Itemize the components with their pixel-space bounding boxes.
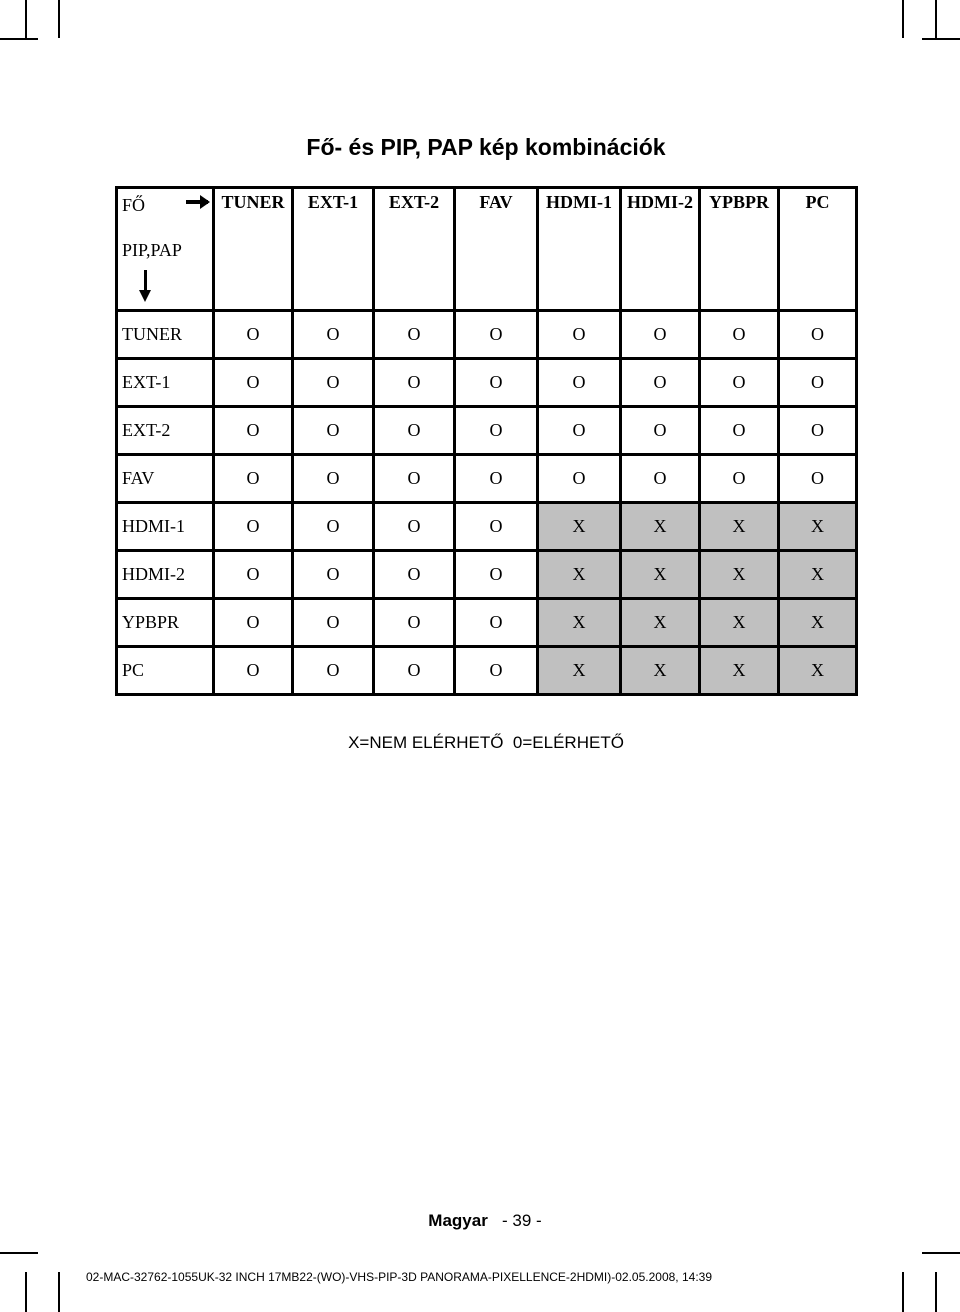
- table-cell: O: [214, 407, 293, 455]
- row-label: HDMI-1: [117, 503, 214, 551]
- crop-mark: [25, 0, 27, 38]
- corner-cell: [117, 188, 214, 311]
- table-cell: O: [621, 359, 700, 407]
- crop-mark: [0, 38, 38, 40]
- table-cell: X: [779, 551, 857, 599]
- table-cell: X: [779, 503, 857, 551]
- table-cell: O: [374, 407, 455, 455]
- table-cell: O: [621, 311, 700, 359]
- column-header: FAV: [455, 188, 538, 311]
- table-row: [117, 455, 857, 503]
- page-number-line: [0, 1211, 960, 1231]
- table-cell: O: [214, 599, 293, 647]
- table-cell: O: [293, 599, 374, 647]
- table-cell: O: [455, 359, 538, 407]
- row-label: HDMI-2: [117, 551, 214, 599]
- crop-mark: [902, 1272, 904, 1312]
- main-label: FŐ: [122, 195, 146, 215]
- table-cell: O: [700, 407, 779, 455]
- table-cell: O: [455, 551, 538, 599]
- table-cell: X: [621, 647, 700, 695]
- table-cell: O: [214, 647, 293, 695]
- crop-mark: [0, 1252, 38, 1254]
- table-row: [117, 599, 857, 647]
- table-cell: X: [538, 647, 621, 695]
- table-cell: O: [214, 359, 293, 407]
- legend: X=NEM ELÉRHETŐ 0=ELÉRHETŐ: [348, 733, 624, 752]
- table-cell: X: [621, 551, 700, 599]
- language-label: Magyar: [428, 1211, 488, 1230]
- row-label: YPBPR: [117, 599, 214, 647]
- table-cell: O: [779, 455, 857, 503]
- table-cell: O: [779, 407, 857, 455]
- column-header: TUNER: [214, 188, 293, 311]
- table-cell: X: [538, 551, 621, 599]
- column-header: EXT-2: [374, 188, 455, 311]
- table-cell: O: [293, 407, 374, 455]
- column-header: PC: [779, 188, 857, 311]
- table-cell: X: [700, 647, 779, 695]
- table-cell: O: [621, 455, 700, 503]
- table-cell: O: [374, 599, 455, 647]
- table-cell: O: [293, 359, 374, 407]
- table-cell: O: [700, 311, 779, 359]
- table-body: [117, 311, 857, 695]
- table-cell: O: [214, 551, 293, 599]
- table-cell: O: [374, 455, 455, 503]
- table-cell: O: [293, 647, 374, 695]
- table-cell: O: [374, 311, 455, 359]
- table-cell: X: [621, 503, 700, 551]
- table-cell: O: [374, 503, 455, 551]
- column-header: HDMI-1: [538, 188, 621, 311]
- table-row: [117, 503, 857, 551]
- arrow-right-icon: [186, 200, 208, 204]
- table-cell: O: [214, 503, 293, 551]
- table-cell: O: [455, 599, 538, 647]
- table-cell: O: [374, 551, 455, 599]
- table-cell: O: [455, 407, 538, 455]
- column-header: EXT-1: [293, 188, 374, 311]
- row-label: PC: [117, 647, 214, 695]
- table-cell: X: [779, 599, 857, 647]
- table-cell: O: [621, 407, 700, 455]
- table-cell: X: [700, 551, 779, 599]
- table-cell: O: [455, 455, 538, 503]
- table-cell: O: [538, 359, 621, 407]
- crop-mark: [58, 0, 60, 38]
- table-cell: X: [779, 647, 857, 695]
- table-cell: O: [700, 359, 779, 407]
- table-cell: O: [293, 455, 374, 503]
- table-cell: O: [779, 359, 857, 407]
- table-cell: O: [455, 311, 538, 359]
- table-cell: O: [293, 503, 374, 551]
- column-header: HDMI-2: [621, 188, 700, 311]
- table-cell: X: [538, 599, 621, 647]
- row-label: FAV: [117, 455, 214, 503]
- row-label: EXT-2: [117, 407, 214, 455]
- crop-mark: [58, 1272, 60, 1312]
- table-cell: O: [374, 359, 455, 407]
- pip-label: PIP,PAP: [122, 240, 182, 260]
- table-row: [117, 359, 857, 407]
- arrow-down-icon: [144, 270, 147, 296]
- table-cell: O: [374, 647, 455, 695]
- table-cell: O: [538, 311, 621, 359]
- table-cell: X: [538, 503, 621, 551]
- table-row: [117, 407, 857, 455]
- table-cell: O: [455, 647, 538, 695]
- column-header: YPBPR: [700, 188, 779, 311]
- table-cell: X: [621, 599, 700, 647]
- table-cell: X: [700, 503, 779, 551]
- table-row: [117, 647, 857, 695]
- table-cell: O: [700, 455, 779, 503]
- crop-mark: [935, 0, 937, 38]
- table-cell: O: [538, 455, 621, 503]
- table-cell: O: [214, 455, 293, 503]
- table-cell: O: [214, 311, 293, 359]
- page-title: Fő- és PIP, PAP kép kombinációk: [306, 134, 666, 160]
- crop-mark: [935, 1272, 937, 1312]
- crop-mark: [922, 1252, 960, 1254]
- crop-mark: [922, 38, 960, 40]
- crop-mark: [902, 0, 904, 38]
- table-row: [117, 551, 857, 599]
- table-cell: O: [455, 503, 538, 551]
- table-cell: O: [293, 551, 374, 599]
- print-slug: 02-MAC-32762-1055UK-32 INCH 17MB22-(WO)-VHS-PIP-3D PANORAMA-PIXELLENCE-2HDMI)-02.05.2008, 14:39: [86, 1270, 712, 1284]
- combination-table: [115, 186, 858, 696]
- row-label: EXT-1: [117, 359, 214, 407]
- table-cell: O: [779, 311, 857, 359]
- page-number: - 39 -: [502, 1211, 542, 1230]
- table-row: [117, 311, 857, 359]
- table-cell: O: [293, 311, 374, 359]
- table-cell: O: [538, 407, 621, 455]
- row-label: TUNER: [117, 311, 214, 359]
- crop-mark: [25, 1272, 27, 1312]
- table-cell: X: [700, 599, 779, 647]
